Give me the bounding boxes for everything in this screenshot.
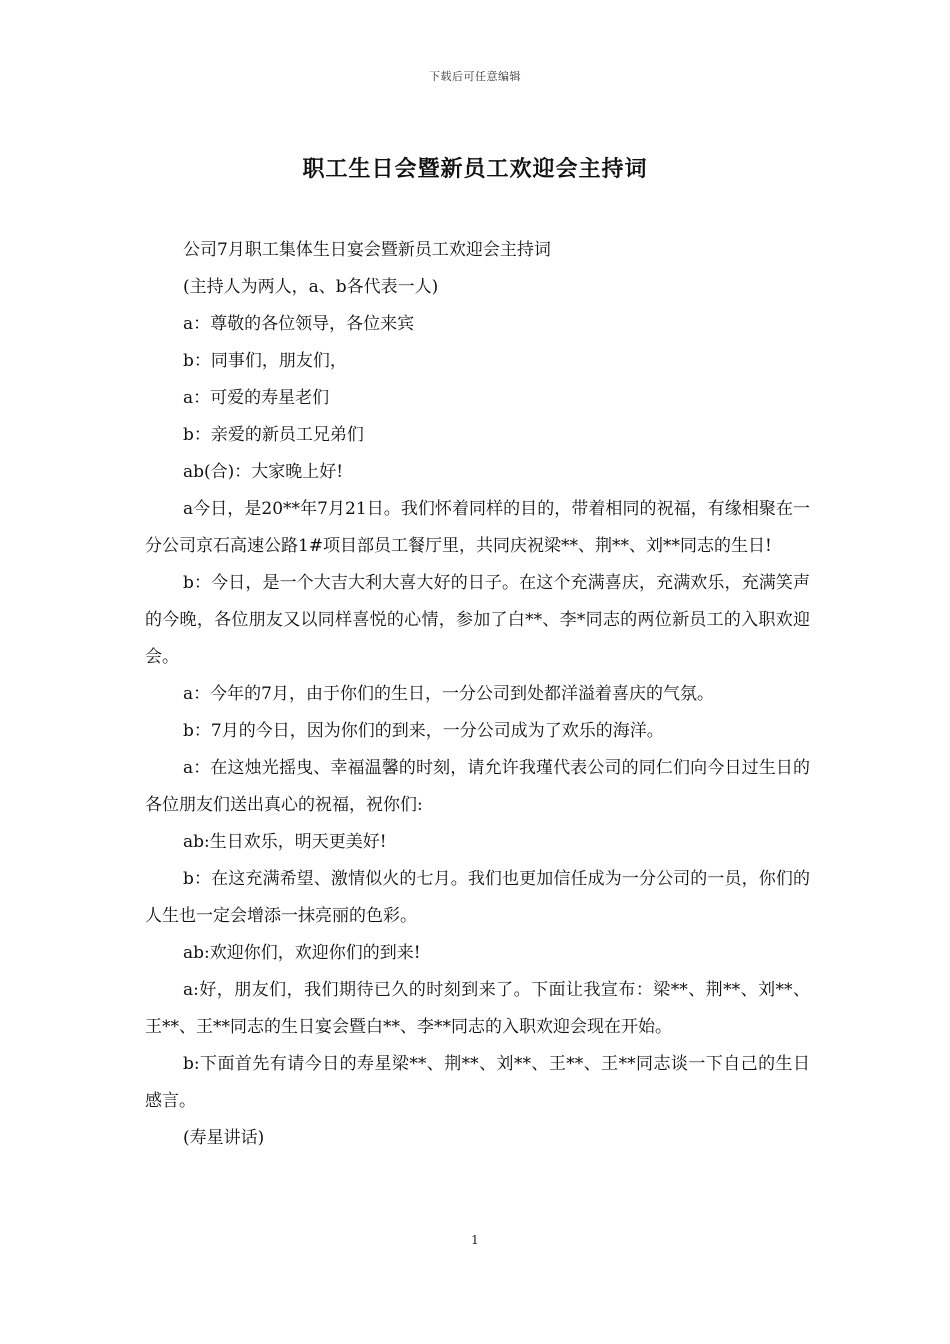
paragraph: b：亲爱的新员工兄弟们: [183, 425, 364, 445]
paragraph: a：今年的7月，由于你们的生日，一分公司到处都洋溢着喜庆的气氛。: [183, 684, 714, 704]
paragraph: ab:欢迎你们，欢迎你们的到来!: [183, 943, 421, 963]
paragraph: b：同事们，朋友们，: [183, 351, 347, 371]
paragraph: (主持人为两人，a、b各代表一人): [183, 277, 439, 297]
paragraph: a：尊敬的各位领导，各位来宾: [183, 314, 415, 334]
paragraph: 公司7月职工集体生日宴会暨新员工欢迎会主持词: [183, 240, 551, 260]
paragraph: b：今日，是一个大吉大利大喜大好的日子。在这个充满喜庆，充满欢乐，充满笑声的今晚，各位朋友又以同样喜悦的心情，参加了白**、李*同志的两位新员工的入职欢迎会。: [145, 573, 810, 667]
paragraph: a：在这烛光摇曳、幸福温馨的时刻，请允许我瑾代表公司的同仁们向今日过生日的各位朋友们送出真心的祝福，祝你们:: [145, 758, 810, 815]
paragraph: b：在这充满希望、激情似火的七月。我们也更加信任成为一分公司的一员，你们的人生也一定会增添一抹亮丽的色彩。: [145, 869, 810, 926]
paragraph: a:好，朋友们，我们期待已久的时刻到来了。下面让我宣布：梁**、荆**、刘**、王**、王**同志的生日宴会暨白**、李**同志的入职欢迎会现在开始。: [145, 980, 810, 1037]
document-title: 职工生日会暨新员工欢迎会主持词: [302, 156, 648, 182]
paragraph: a今日，是20**年7月21日。我们怀着同样的目的，带着相同的祝福，有缘相聚在一分公司京石高速公路1#项目部员工餐厅里，共同庆祝梁**、荆**、刘**同志的生日!: [145, 499, 810, 556]
paragraph: ab:生日欢乐，明天更美好!: [183, 832, 387, 852]
page-number: 1: [471, 1233, 479, 1247]
paragraph: b：7月的今日，因为你们的到来，一分公司成为了欢乐的海洋。: [183, 721, 664, 741]
paragraph: a：可爱的寿星老们: [183, 388, 330, 408]
paragraph: b:下面首先有请今日的寿星梁**、荆**、刘**、王**、王**同志谈一下自己的生日感言。: [145, 1054, 810, 1111]
paragraph: ab(合)：大家晚上好!: [183, 462, 344, 482]
document-body: [145, 232, 810, 1157]
paragraph: (寿星讲话): [183, 1128, 265, 1148]
header-note: 下载后可任意编辑: [429, 70, 521, 83]
